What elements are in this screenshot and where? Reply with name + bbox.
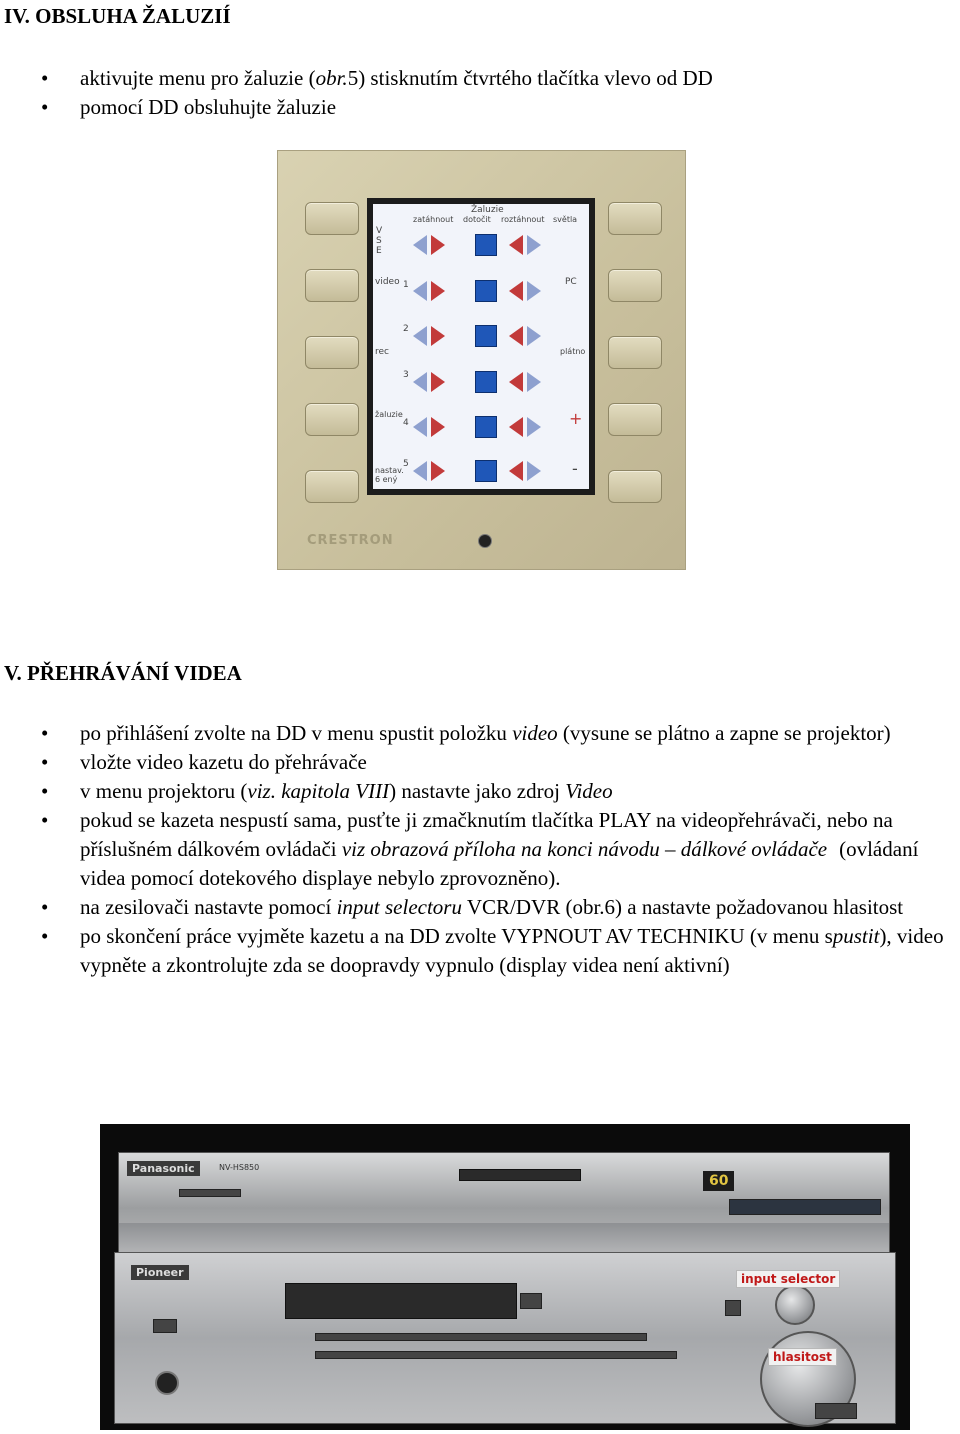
- amp-power-button: [153, 1319, 177, 1333]
- amp-button-row: [315, 1333, 647, 1341]
- av-equipment-photo: [100, 1124, 910, 1430]
- arrow-right-icon: [431, 372, 445, 392]
- amp-indicator: [520, 1293, 542, 1309]
- left-label: V S E: [376, 226, 383, 256]
- panel-right-button-3: [608, 336, 662, 369]
- arrow-right-icon: [431, 417, 445, 437]
- arrow-right-icon: [527, 235, 541, 255]
- blind-control-row: [413, 458, 555, 484]
- panel-right-button-2: [608, 269, 662, 302]
- blind-control-row: [413, 278, 555, 304]
- panel-led-indicator: [478, 534, 492, 548]
- panel-right-button-4: [608, 403, 662, 436]
- left-label: 3: [403, 370, 409, 380]
- list-item: • na zesilovači nastavte pomocí input selectoru VCR/DVR (obr.6) a nastavte požadovanou hlasitost: [0, 893, 960, 922]
- amp-display-window: [285, 1283, 517, 1319]
- arrow-right-icon: [431, 235, 445, 255]
- panel-left-button-4: [305, 403, 359, 436]
- vcr-display: [729, 1199, 881, 1215]
- volume-label: hlasitost: [768, 1348, 837, 1366]
- vcr-unit: [118, 1152, 890, 1254]
- amp-small-button: [725, 1300, 741, 1316]
- vcr-brand-logo: Panasonic: [127, 1161, 200, 1176]
- left-label: 5: [403, 459, 409, 469]
- blinds-menu-screen: [373, 204, 589, 489]
- arrow-left-icon: [413, 326, 427, 346]
- arrow-left-icon: [509, 326, 523, 346]
- arrow-right-icon: [527, 417, 541, 437]
- badge-60: 60: [703, 1171, 734, 1191]
- stop-square-icon: [475, 325, 497, 347]
- list-item: • aktivujte menu pro žaluzie (obr.5) stisknutím čtvrtého tlačítka vlevo od DD: [0, 64, 960, 93]
- amp-button-row: [315, 1351, 677, 1359]
- arrow-right-icon: [527, 281, 541, 301]
- blind-control-row: [413, 323, 555, 349]
- arrow-left-icon: [413, 461, 427, 481]
- blind-control-row: [413, 369, 555, 395]
- right-label: -: [572, 459, 578, 478]
- panel-left-button-2: [305, 269, 359, 302]
- headphone-jack: [155, 1371, 179, 1395]
- arrow-right-icon: [527, 326, 541, 346]
- list-item: • v menu projektoru (viz. kapitola VIII) nastavte jako zdroj Video: [0, 777, 960, 806]
- left-label: 1: [403, 280, 409, 290]
- blind-control-row: [413, 232, 555, 258]
- arrow-left-icon: [509, 461, 523, 481]
- panel-right-button-5: [608, 470, 662, 503]
- list-item: • pomocí DD obsluhujte žaluzie: [0, 93, 960, 122]
- arrow-left-icon: [413, 372, 427, 392]
- left-label: nastav. 6 ený: [375, 466, 404, 484]
- panel-left-button-3: [305, 336, 359, 369]
- right-label: PC: [565, 277, 577, 287]
- right-label: plátno: [560, 347, 586, 356]
- left-label: žaluzie: [375, 410, 403, 419]
- input-selector-label: input selector: [736, 1270, 840, 1288]
- arrow-left-icon: [509, 235, 523, 255]
- left-label: 4: [403, 418, 409, 428]
- left-label: 2: [403, 324, 409, 334]
- vcr-model-label: NV-HS850: [219, 1163, 260, 1172]
- panel-left-button-5: [305, 470, 359, 503]
- section-heading-blinds: IV. OBSLUHA ŽALUZIÍ: [4, 4, 231, 28]
- stop-square-icon: [475, 234, 497, 256]
- panel-left-button-1: [305, 202, 359, 235]
- cassette-slot: [459, 1169, 581, 1181]
- stop-square-icon: [475, 416, 497, 438]
- list-item: • po skončení práce vyjměte kazetu a na DD zvolte VYPNOUT AV TECHNIKU (v menu spustit), video vypněte a zkontrolujte zda se doopravdy vypnulo (display videa není aktivní): [0, 922, 960, 980]
- arrow-right-icon: [431, 281, 445, 301]
- arrow-right-icon: [431, 461, 445, 481]
- column-label: dotočit: [463, 215, 491, 224]
- touch-panel-photo: [277, 150, 686, 570]
- vcr-lower-panel: [119, 1223, 889, 1253]
- list-item: • pokud se kazeta nespustí sama, pusťte ji zmačknutím tlačítka PLAY na videopřehrávači, nebo na příslušném dálkovém ovládači viz obrazová příloha na konci návodu – dálkové ovládače (ovládaní videa pomocí dotekového displaye nebylo zprovozněno).: [0, 806, 960, 893]
- panel-screen: [367, 198, 595, 495]
- left-label: rec: [375, 347, 389, 357]
- panel-right-button-1: [608, 202, 662, 235]
- arrow-right-icon: [527, 372, 541, 392]
- arrow-right-icon: [431, 326, 445, 346]
- input-selector-knob: [775, 1285, 815, 1325]
- left-label: video: [375, 277, 400, 287]
- vcr-button-strip: [179, 1189, 241, 1197]
- column-label: roztáhnout: [501, 215, 545, 224]
- section-heading-video: V. PŘEHRÁVÁNÍ VIDEA: [4, 661, 242, 685]
- arrow-left-icon: [509, 372, 523, 392]
- panel-brand-logo: CRESTRON: [307, 533, 394, 548]
- arrow-left-icon: [509, 281, 523, 301]
- screen-title: Žaluzie: [471, 205, 504, 215]
- arrow-left-icon: [413, 235, 427, 255]
- list-item: • vložte video kazetu do přehrávače: [0, 748, 960, 777]
- arrow-left-icon: [413, 281, 427, 301]
- amp-brand-logo: Pioneer: [131, 1265, 189, 1280]
- column-label: světla: [553, 215, 578, 224]
- right-label: +: [569, 409, 583, 428]
- stop-square-icon: [475, 371, 497, 393]
- stop-square-icon: [475, 460, 497, 482]
- blinds-instructions-list: [0, 64, 960, 122]
- blind-control-row: [413, 414, 555, 440]
- arrow-right-icon: [527, 461, 541, 481]
- amp-logo-plate: [815, 1403, 857, 1419]
- arrow-left-icon: [413, 417, 427, 437]
- list-item: • po přihlášení zvolte na DD v menu spustit položku video (vysune se plátno a zapne se projektor): [0, 719, 960, 748]
- column-label: zatáhnout: [413, 215, 454, 224]
- stop-square-icon: [475, 280, 497, 302]
- arrow-left-icon: [509, 417, 523, 437]
- video-instructions-list: [0, 719, 960, 980]
